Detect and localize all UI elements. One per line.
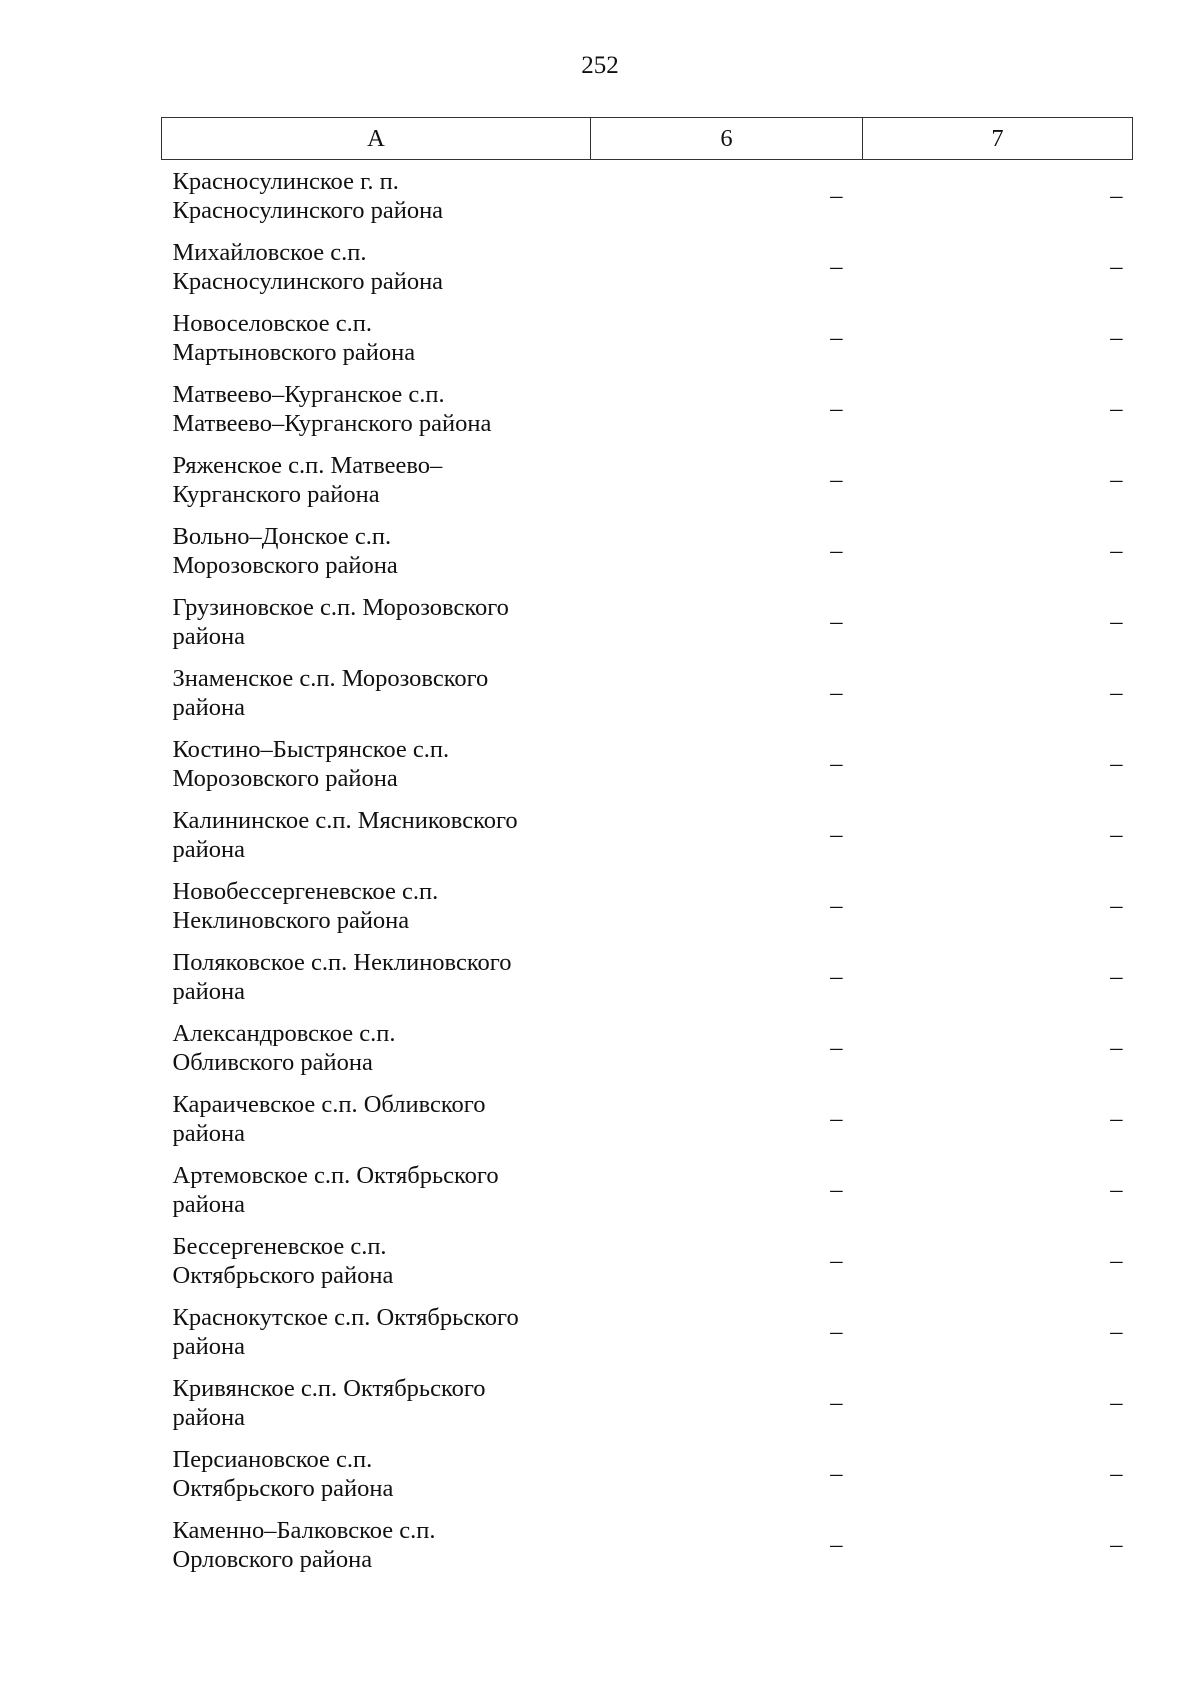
row-name — [162, 657, 591, 728]
cell-col-6: – — [830, 181, 843, 209]
cell-col-7: – — [1110, 1530, 1123, 1558]
row-name-line: Поляковское с.п. Неклиновского — [172, 948, 512, 976]
row-name-line: Орловского района — [172, 1545, 373, 1573]
cell-col-7: – — [1110, 962, 1123, 990]
cell-col-7: – — [1110, 1104, 1123, 1132]
table-row — [162, 1225, 1133, 1296]
cell-col-6: – — [830, 252, 843, 280]
row-name-line: района — [172, 622, 245, 650]
row-name — [162, 870, 591, 941]
row-name-line: Матвеево–Курганского района — [172, 409, 492, 437]
row-name — [162, 231, 591, 302]
row-name — [162, 1438, 591, 1509]
row-name-line: Караичевское с.п. Обливского — [172, 1090, 486, 1118]
table-row — [162, 1154, 1133, 1225]
row-name — [162, 1509, 591, 1580]
cell-col-6: – — [830, 536, 843, 564]
row-name — [162, 1225, 591, 1296]
row-name — [162, 586, 591, 657]
table-row — [162, 586, 1133, 657]
cell-col-7: – — [1110, 1388, 1123, 1416]
row-name — [162, 373, 591, 444]
row-name-line: Грузиновское с.п. Морозовского — [172, 593, 509, 621]
row-name-line: Обливского района — [172, 1048, 373, 1076]
cell-col-7: – — [1110, 678, 1123, 706]
cell-col-7: – — [1110, 607, 1123, 635]
row-name-line: Новоселовское с.п. — [172, 309, 372, 337]
row-name-line: Калининское с.п. Мясниковского — [172, 806, 518, 834]
cell-col-6: – — [830, 678, 843, 706]
row-name-line: Красносулинское г. п. — [172, 167, 399, 195]
row-name — [162, 799, 591, 870]
cell-col-6: – — [830, 465, 843, 493]
cell-col-6: – — [830, 323, 843, 351]
row-name-line: Октябрьского района — [172, 1474, 394, 1502]
row-name — [162, 941, 591, 1012]
cell-col-7: – — [1110, 536, 1123, 564]
data-table — [161, 117, 1133, 1580]
table-row — [162, 1012, 1133, 1083]
row-name-line: Вольно–Донское с.п. — [172, 522, 392, 550]
table-row — [162, 728, 1133, 799]
row-name — [162, 515, 591, 586]
table-row — [162, 1438, 1133, 1509]
row-name-line: Красносулинского района — [172, 196, 444, 224]
row-name-line: района — [172, 1332, 245, 1360]
cell-col-6: – — [830, 1246, 843, 1274]
table-row — [162, 231, 1133, 302]
row-name-line: Ряженское с.п. Матвеево– — [172, 451, 443, 479]
cell-col-6: – — [830, 1104, 843, 1132]
row-name-line: Персиановское с.п. — [172, 1445, 373, 1473]
row-name-line: района — [172, 835, 245, 863]
cell-col-7: – — [1110, 465, 1123, 493]
cell-col-7: – — [1110, 891, 1123, 919]
row-name-line: Бессергеневское с.п. — [172, 1232, 387, 1260]
row-name-line: района — [172, 977, 245, 1005]
cell-col-6: – — [830, 891, 843, 919]
cell-col-6: – — [830, 1388, 843, 1416]
row-name-line: Морозовского района — [172, 551, 398, 579]
row-name-line: района — [172, 693, 245, 721]
row-name — [162, 1083, 591, 1154]
row-name-line: Красносулинского района — [172, 267, 444, 295]
cell-col-7: – — [1110, 1246, 1123, 1274]
table-row — [162, 799, 1133, 870]
table-row — [162, 870, 1133, 941]
row-name — [162, 302, 591, 373]
cell-col-6: – — [830, 962, 843, 990]
table-row — [162, 302, 1133, 373]
cell-col-6: – — [830, 394, 843, 422]
table-header-row — [162, 118, 1133, 160]
cell-col-6: – — [830, 607, 843, 635]
row-name-line: Краснокутское с.п. Октябрьского — [172, 1303, 519, 1331]
row-name — [162, 728, 591, 799]
cell-col-7: – — [1110, 181, 1123, 209]
cell-col-6: – — [830, 1033, 843, 1061]
cell-col-6: – — [830, 1317, 843, 1345]
cell-col-7: – — [1110, 323, 1123, 351]
row-name — [162, 1154, 591, 1225]
table-row — [162, 373, 1133, 444]
row-name-line: Матвеево–Курганское с.п. — [172, 380, 445, 408]
cell-col-7: – — [1110, 1317, 1123, 1345]
row-name — [162, 160, 591, 232]
row-name — [162, 1012, 591, 1083]
row-name-line: Александровское с.п. — [172, 1019, 396, 1047]
table-row — [162, 1367, 1133, 1438]
header-col-6: 6 — [591, 118, 863, 160]
row-name-line: Новобессергеневское с.п. — [172, 877, 439, 905]
cell-col-7: – — [1110, 394, 1123, 422]
cell-col-7: – — [1110, 1033, 1123, 1061]
row-name-line: района — [172, 1190, 245, 1218]
row-name-line: Знаменское с.п. Морозовского — [172, 664, 489, 692]
row-name — [162, 444, 591, 515]
table-row — [162, 657, 1133, 728]
cell-col-7: – — [1110, 1459, 1123, 1487]
header-col-a: А — [162, 118, 591, 160]
row-name-line: района — [172, 1403, 245, 1431]
row-name-line: Костино–Быстрянское с.п. — [172, 735, 450, 763]
cell-col-7: – — [1110, 252, 1123, 280]
row-name-line: Морозовского района — [172, 764, 398, 792]
row-name-line: Мартыновского района — [172, 338, 416, 366]
row-name — [162, 1367, 591, 1438]
cell-col-7: – — [1110, 749, 1123, 777]
row-name-line: Курганского района — [172, 480, 380, 508]
row-name-line: Михайловское с.п. — [172, 238, 367, 266]
cell-col-6: – — [830, 1459, 843, 1487]
table-row — [162, 941, 1133, 1012]
table-row — [162, 444, 1133, 515]
cell-col-7: – — [1110, 820, 1123, 848]
cell-col-6: – — [830, 1175, 843, 1203]
cell-col-6: – — [830, 820, 843, 848]
cell-col-6: – — [830, 1530, 843, 1558]
cell-col-6: – — [830, 749, 843, 777]
row-name-line: Октябрьского района — [172, 1261, 394, 1289]
table-row — [162, 160, 1133, 232]
row-name-line: Артемовское с.п. Октябрьского — [172, 1161, 499, 1189]
page-number: 252 — [581, 52, 619, 79]
row-name-line: Кривянское с.п. Октябрьского — [172, 1374, 486, 1402]
row-name-line: Каменно–Балковское с.п. — [172, 1516, 436, 1544]
table-row — [162, 1296, 1133, 1367]
row-name-line: Неклиновского района — [172, 906, 410, 934]
header-col-7: 7 — [863, 118, 1133, 160]
row-name — [162, 1296, 591, 1367]
table-row — [162, 1509, 1133, 1580]
table-row — [162, 1083, 1133, 1154]
cell-col-7: – — [1110, 1175, 1123, 1203]
row-name-line: района — [172, 1119, 245, 1147]
table-row — [162, 515, 1133, 586]
